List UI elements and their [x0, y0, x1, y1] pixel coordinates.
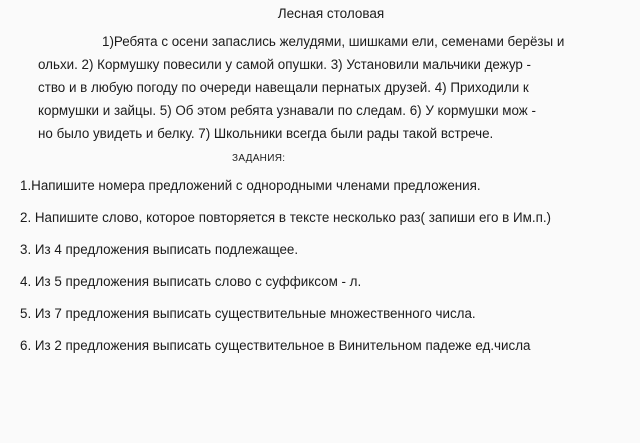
tasks-heading: ЗАДАНИЯ: [232, 153, 286, 164]
story-text [38, 30, 590, 145]
text-line: 1)Ребята с осени запаслись желудями, шишками ели, семенами берёзы и [102, 34, 565, 49]
text-line: но было увидеть и белку. 7) Школьники всегда были рады такой встрече. [38, 126, 494, 141]
document-title: Лесная столовая [277, 6, 385, 21]
task-item: 1.Напишите номера предложений с однородными членами предложения. [20, 178, 481, 193]
text-line: ольхи. 2) Кормушку повесили у самой опушки. 3) Установили мальчики дежур - [38, 57, 531, 72]
task-item: 2. Напишите слово, которое повторяется в тексте несколько раз( запиши его в Им.п.) [20, 210, 551, 225]
task-item: 4. Из 5 предложения выписать слово с суффиксом - л. [20, 274, 362, 289]
task-item: 3. Из 4 предложения выписать подлежащее. [20, 242, 299, 257]
task-item: 5. Из 7 предложения выписать существительные множественного числа. [20, 306, 476, 321]
text-line: ство и в любую погоду по очереди навещали пернатых друзей. 4) Приходили к [38, 80, 529, 95]
task-item: 6. Из 2 предложения выписать существительное в Винительном падеже ед.числа [20, 338, 531, 353]
text-line: кормушки и зайцы. 5) Об этом ребята узнавали по следам. 6) У кормушки мож - [38, 103, 536, 118]
